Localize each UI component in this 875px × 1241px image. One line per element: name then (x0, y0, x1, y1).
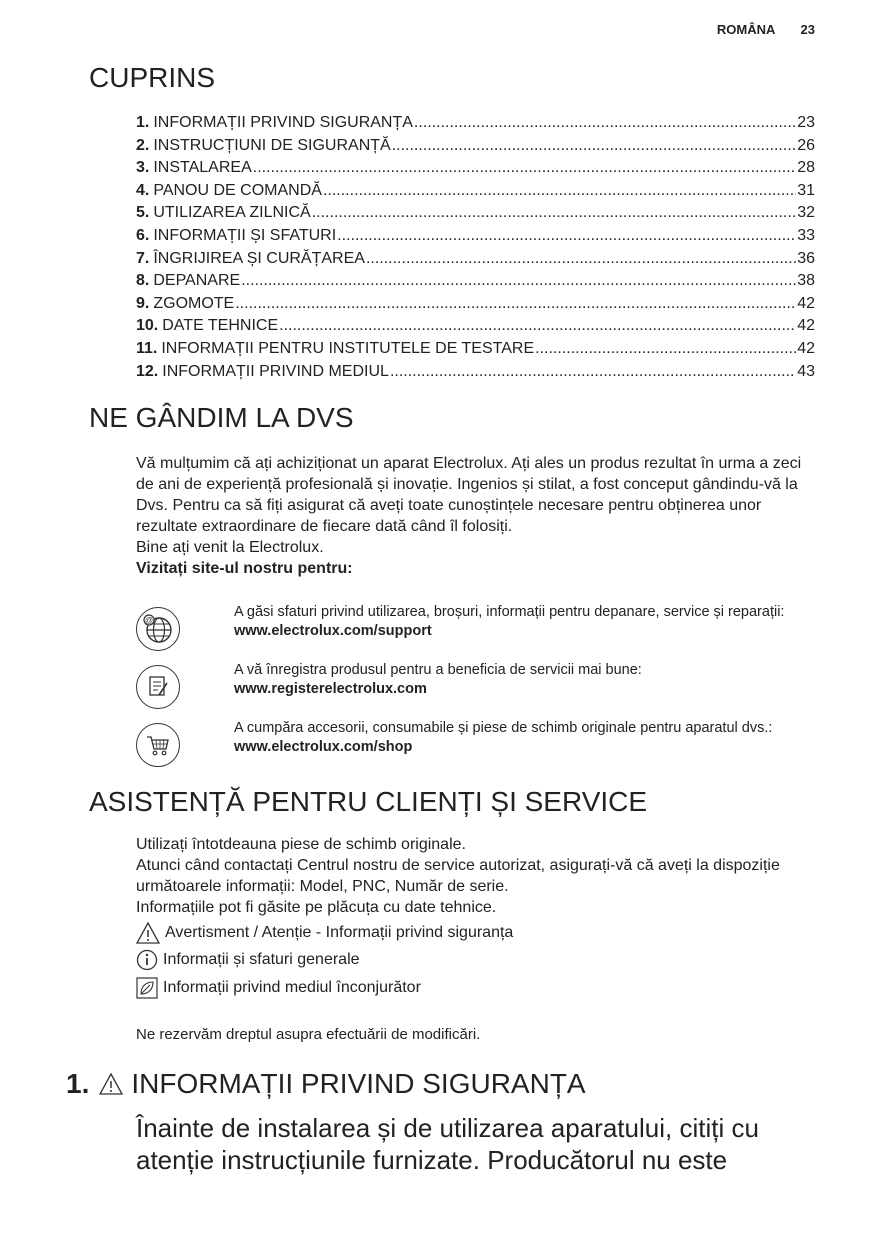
web-link-register (136, 661, 816, 721)
warning-icon (136, 922, 160, 944)
toc-entry-number: 1. (136, 114, 150, 131)
section1-intro: Înainte de instalarea și de utilizarea aparatului, citiți cu atenție instrucțiunile furnizate. Producătorul nu este (136, 1113, 759, 1175)
welcome-text: Bine ați venit la Electrolux. (136, 539, 324, 556)
service-line3: Informațiile pot fi găsite pe plăcuța cu date tehnice. (136, 899, 497, 916)
toc-leader-dots (337, 225, 796, 248)
toc-entry[interactable] (136, 202, 815, 225)
toc-leader-dots (279, 315, 796, 338)
thinking-paragraph: Vă mulțumim că ați achiziționat un aparat Electrolux. Ați ales un produs rezultat în urma a zeci de ani de experiență profesională și inovație. Ingenios și stilat, a fost conceput gândindu-vă la Dvs. Pentru ca să fiți asigurat că aveți toate cunoștințele necesare pentru obținerea unor rezultate extraordinare de fiecare dată când îl folosiți. (136, 455, 802, 535)
toc-leader-dots (366, 248, 796, 271)
toc-leader-dots (323, 180, 796, 203)
svg-text:@: @ (144, 616, 154, 625)
page-number: 23 (800, 22, 815, 37)
toc-leader-dots (535, 338, 796, 361)
toc-entry[interactable] (136, 112, 815, 135)
toc-leader-dots (390, 361, 796, 384)
toc-entry-title: UTILIZAREA ZILNICĂ (153, 204, 311, 222)
register-icon (136, 665, 180, 709)
shop-url[interactable]: www.electrolux.com/shop (234, 739, 413, 755)
toc-leader-dots (392, 135, 797, 158)
toc-entry-page: 23 (797, 114, 815, 131)
toc-entry[interactable] (136, 270, 815, 293)
toc-entry[interactable] (136, 248, 815, 271)
support-url[interactable]: www.electrolux.com/support (234, 623, 432, 639)
web-link-shop (136, 719, 816, 779)
toc-leader-dots (312, 202, 796, 225)
toc-leader-dots (235, 293, 796, 316)
toc-entry-page: 36 (797, 249, 815, 267)
toc-entry-number: 9. (136, 294, 150, 312)
section1-heading: INFORMAȚII PRIVIND SIGURANȚA (131, 1068, 586, 1099)
page-header (717, 22, 815, 37)
toc-leader-dots (253, 157, 796, 180)
thinking-title: NE GÂNDIM LA DVS (89, 402, 354, 433)
toc-entry-number: 12. (136, 362, 159, 380)
toc-entry-title: INFORMAȚII PENTRU INSTITUTELE DE TESTARE (161, 339, 535, 357)
toc-entry-number: 7. (136, 249, 150, 267)
toc-entry-number: 11. (136, 339, 158, 357)
cart-icon (136, 723, 180, 767)
info-icon (136, 949, 158, 971)
toc-entry-title: INFORMAȚII PRIVIND MEDIUL (162, 362, 389, 380)
disclaimer-text: Ne rezervăm dreptul asupra efectuării de modificări. (136, 1026, 481, 1043)
toc-entry-page: 33 (797, 226, 815, 244)
toc-entry-number: 10. (136, 317, 159, 335)
toc-leader-dots (414, 112, 796, 135)
toc-entry[interactable] (136, 225, 815, 248)
toc-entry-page: 42 (797, 294, 815, 312)
legend-info-text: Informații și sfaturi generale (163, 951, 360, 968)
service-body (136, 834, 816, 918)
toc-entry-title: ZGOMOTE (153, 294, 235, 312)
toc-entry[interactable] (136, 315, 815, 338)
toc-entry-number: 2. (136, 136, 150, 154)
toc-entry-page: 28 (797, 159, 815, 177)
register-url[interactable]: www.registerelectrolux.com (234, 681, 427, 697)
toc-entry-title: INFORMAȚII ȘI SFATURI (153, 226, 337, 244)
toc-entry-page: 43 (797, 362, 815, 380)
toc-leader-dots (241, 270, 796, 293)
toc-entry-number: 4. (136, 181, 150, 199)
legend-warning (136, 922, 513, 944)
table-of-contents (136, 112, 815, 383)
toc-entry-title: INSTRUCȚIUNI DE SIGURANȚĂ (153, 136, 391, 154)
leaf-icon (136, 977, 158, 999)
toc-entry-page: 42 (797, 317, 815, 335)
toc-entry[interactable] (136, 361, 815, 384)
toc-entry-title: PANOU DE COMANDĂ (153, 181, 322, 199)
legend-environment-text: Informații privind mediul înconjurător (163, 979, 421, 996)
toc-entry-number: 5. (136, 204, 150, 222)
disclaimer (136, 1024, 816, 1045)
toc-entry[interactable] (136, 293, 815, 316)
shop-text: A cumpăra accesorii, consumabile și piese de schimb originale pentru aparatul dvs.: (234, 720, 773, 736)
service-line2: Atunci când contactați Centrul nostru de service autorizat, asigurați-vă că aveți la dispoziție următoarele informații: Model, PNC, Număr de serie. (136, 857, 780, 895)
support-text: A găsi sfaturi privind utilizarea, broșuri, informații pentru depanare, service și reparații: (234, 604, 785, 620)
legend-info (136, 949, 360, 971)
visit-label: Vizitați site-ul nostru pentru: (136, 560, 353, 577)
toc-entry-title: DATE TEHNICE (162, 317, 279, 335)
section1-title (66, 1068, 586, 1100)
register-text: A vă înregistra produsul pentru a beneficia de servicii mai bune: (234, 662, 642, 678)
header-language: ROMÂNA (716, 22, 775, 37)
legend-warning-text: Avertisment / Atenție - Informații privind siguranța (165, 924, 514, 941)
warning-icon (99, 1073, 123, 1095)
toc-entry[interactable] (136, 135, 815, 158)
toc-entry-title: DEPANARE (153, 272, 241, 290)
web-link-support (136, 603, 816, 663)
thinking-body (136, 453, 816, 579)
toc-entry[interactable] (136, 338, 815, 361)
section1-number: 1. (66, 1068, 90, 1099)
legend-environment (136, 977, 421, 999)
toc-entry-number: 3. (136, 159, 150, 177)
toc-entry-title: INFORMAȚII PRIVIND SIGURANȚA (153, 114, 413, 131)
toc-entry-page: 38 (797, 272, 815, 290)
toc-entry-page: 42 (797, 339, 815, 357)
toc-entry[interactable] (136, 180, 815, 203)
service-title: ASISTENȚĂ PENTRU CLIENȚI ȘI SERVICE (89, 786, 648, 817)
toc-entry-number: 6. (136, 226, 150, 244)
toc-entry-page: 32 (797, 204, 815, 222)
toc-entry[interactable] (136, 157, 815, 180)
globe-icon (136, 607, 180, 651)
toc-entry-title: INSTALAREA (153, 159, 252, 177)
service-line1: Utilizați întotdeauna piese de schimb originale. (136, 836, 466, 853)
toc-title: CUPRINS (89, 62, 216, 93)
toc-entry-page: 31 (797, 181, 815, 199)
toc-entry-title: ÎNGRIJIREA ȘI CURĂȚAREA (153, 249, 365, 267)
toc-entry-number: 8. (136, 272, 150, 290)
toc-entry-page: 26 (797, 136, 815, 154)
